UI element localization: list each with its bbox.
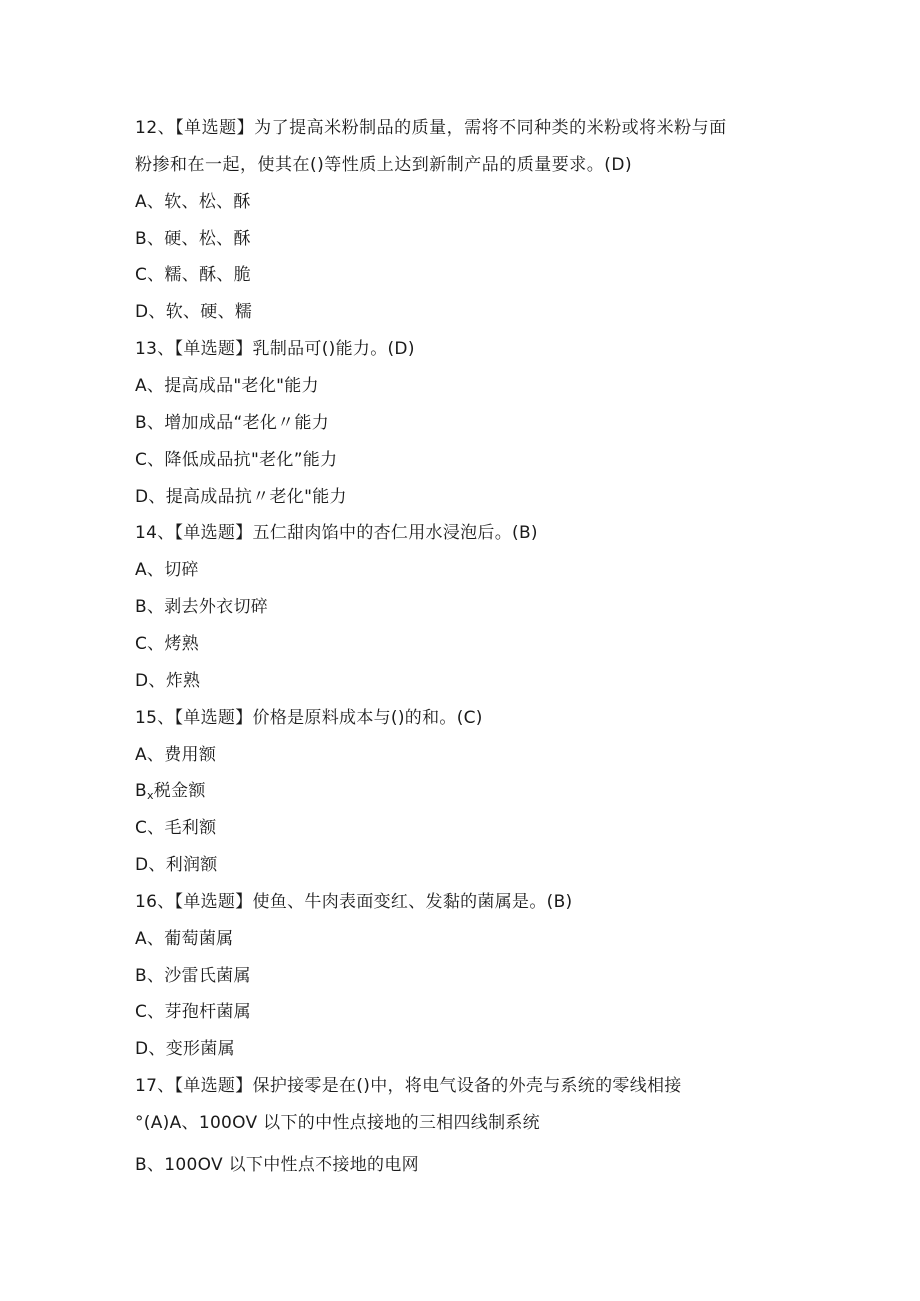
question-17-option-a: °(A)A、100OV 以下的中性点接地的三相四线制系统 [135, 1113, 540, 1133]
question-16-option-c: C、芽孢杆菌属 [135, 1002, 251, 1022]
question-15-stem: 15、【单选题】价格是原料成本与()的和。(C) [135, 708, 483, 728]
question-12-line-1: 12、【单选题】为了提高米粉制品的质量，需将不同种类的米粉或将米粉与面 [135, 118, 727, 138]
question-13-option-b: B、增加成品“老化〃能力 [135, 413, 330, 433]
question-14-option-b: B、剥去外衣切碎 [135, 597, 269, 617]
question-17-stem: 17、【单选题】保护接零是在()中，将电气设备的外壳与系统的零线相接 [135, 1076, 682, 1096]
option-b-text: 税金额 [153, 781, 206, 801]
question-14-option-c: C、烤熟 [135, 634, 200, 654]
question-16-option-b: B、沙雷氏菌属 [135, 966, 251, 986]
question-12-option-d: D、软、硬、糯 [135, 302, 253, 322]
question-12-option-b: B、硬、松、酥 [135, 229, 251, 249]
question-13-stem: 13、【单选题】乳制品可()能力。(D) [135, 339, 415, 359]
question-16-option-a: A、葡萄菌属 [135, 929, 234, 949]
question-13-option-d: D、提高成品抗〃老化"能力 [135, 487, 347, 507]
question-16-stem: 16、【单选题】使鱼、牛肉表面变红、发黏的菌属是。(B) [135, 892, 573, 912]
option-b-subscript: x [146, 789, 154, 802]
question-13-option-c: C、降低成品抗"老化”能力 [135, 450, 338, 470]
question-12-option-a: A、软、松、酥 [135, 192, 251, 212]
question-12-option-c: C、糯、酥、脆 [135, 265, 251, 285]
question-15-option-b: $B_x$税金额 [135, 781, 206, 802]
question-12-line-2: 粉掺和在一起，使其在()等性质上达到新制产品的质量要求。(D) [135, 155, 633, 175]
question-14-stem: 14、【单选题】五仁甜肉馅中的杏仁用水浸泡后。(B) [135, 523, 538, 543]
question-14-option-a: A、切碎 [135, 560, 199, 580]
question-15-option-c: C、毛利额 [135, 818, 217, 838]
question-14-option-d: D、炸熟 [135, 671, 201, 691]
question-15-option-d: D、利润额 [135, 855, 218, 875]
question-13-option-a: A、提高成品"老化"能力 [135, 376, 319, 396]
question-15-option-a: A、费用额 [135, 745, 217, 765]
question-16-option-d: D、变形菌属 [135, 1039, 235, 1059]
question-17-option-b: B、100OV 以下中性点不接地的电网 [135, 1155, 419, 1175]
